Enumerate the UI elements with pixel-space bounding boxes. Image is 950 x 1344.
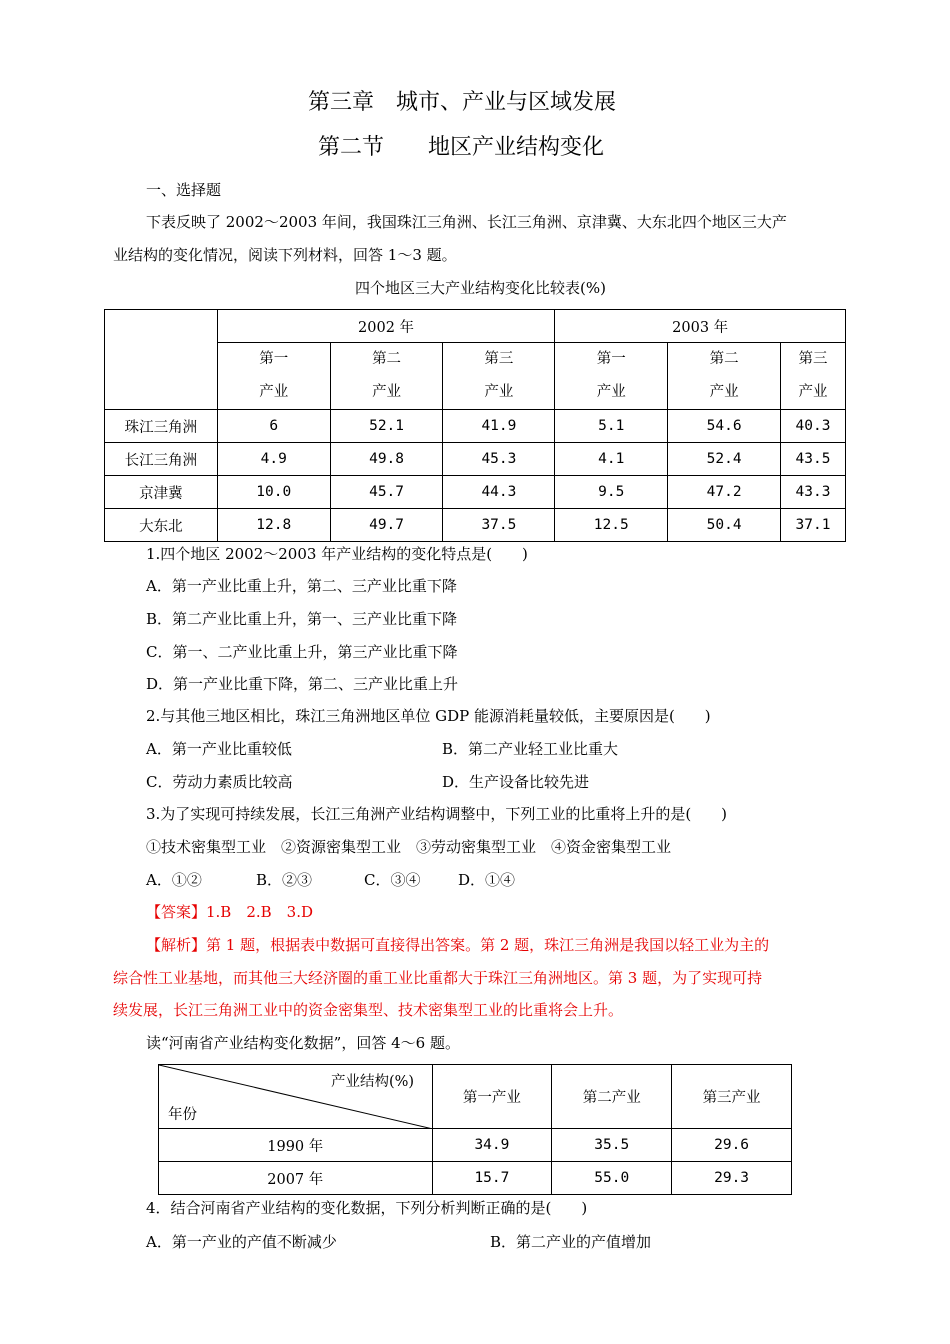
value-cell: 45.7	[330, 476, 443, 509]
value-cell: 35.5	[552, 1129, 672, 1162]
analysis-text-2: 综合性工业基地，而其他三大经济圈的重工业比重都大于珠江三角洲地区。第 3 题，为了实现可持	[113, 969, 763, 987]
value-cell: 34.9	[432, 1129, 552, 1162]
value-cell: 52.4	[668, 443, 781, 476]
henan-industry-table	[158, 1064, 792, 1195]
year-cell: 1990 年	[159, 1129, 433, 1162]
question-1-option-b: B．第二产业比重上升，第一、三产业比重下降	[146, 610, 458, 628]
value-cell: 44.3	[443, 476, 555, 509]
question-2-option-d: D．生产设备比较先进	[442, 773, 590, 791]
read-instruction: 读“河南省产业结构变化数据”，回答 4～6 题。	[146, 1034, 460, 1052]
value-cell: 29.6	[672, 1129, 792, 1162]
question-4-stem: 4．结合河南省产业结构的变化数据，下列分析判断正确的是( )	[146, 1199, 588, 1217]
question-1-stem: 1.四个地区 2002～2003 年产业结构的变化特点是( )	[146, 545, 528, 563]
corner-bottom-label: 年份	[168, 1107, 197, 1123]
value-cell: 54.6	[668, 410, 781, 443]
table-row	[105, 443, 846, 476]
chapter-title: 第三章 城市、产业与区域发展	[308, 90, 617, 115]
value-cell: 29.3	[672, 1162, 792, 1195]
value-cell: 41.9	[443, 410, 555, 443]
question-2-option-b: B．第二产业轻工业比重大	[442, 740, 619, 758]
question-4-option-a: A．第一产业的产值不断减少	[146, 1233, 337, 1251]
col-header: 第二产业	[552, 1065, 672, 1129]
part-heading: 一、选择题	[146, 181, 222, 199]
region-industry-table	[104, 309, 846, 542]
table1-corner	[105, 310, 218, 410]
region-cell: 珠江三角洲	[105, 410, 218, 443]
analysis-text-3: 续发展，长江三角洲工业中的资金密集型、技术密集型工业的比重将会上升。	[113, 1001, 624, 1019]
value-cell: 15.7	[432, 1162, 552, 1195]
col-header: 第三 产业	[781, 343, 846, 410]
table-row	[105, 509, 846, 542]
question-2-stem: 2.与其他三地区相比，珠江三角洲地区单位 GDP 能源消耗量较低，主要原因是( )	[146, 707, 711, 725]
value-cell: 49.7	[330, 509, 443, 542]
question-2-option-a: A．第一产业比重较低	[146, 740, 292, 758]
question-1-option-a: A．第一产业比重上升，第二、三产业比重下降	[146, 577, 457, 595]
col-header: 第三产业	[672, 1065, 792, 1129]
region-cell: 长江三角洲	[105, 443, 218, 476]
col-header: 第二 产业	[330, 343, 443, 410]
answer-key: 【答案】1.B 2.B 3.D	[146, 903, 314, 921]
question-3-option-d: D．①④	[458, 871, 516, 889]
value-cell: 37.5	[443, 509, 555, 542]
question-4-option-b: B．第二产业的产值增加	[490, 1233, 652, 1251]
value-cell: 6	[217, 410, 330, 443]
table-row	[159, 1129, 792, 1162]
value-cell: 4.1	[555, 443, 668, 476]
intro-text-2: 业结构的变化情况，阅读下列材料，回答 1～3 题。	[113, 246, 457, 264]
value-cell: 43.5	[781, 443, 846, 476]
year-2002-header: 2002 年	[217, 310, 555, 343]
question-2-option-c: C．劳动力素质比较高	[146, 773, 293, 791]
year-cell: 2007 年	[159, 1162, 433, 1195]
question-1-option-d: D．第一产业比重下降，第二、三产业比重上升	[146, 675, 459, 693]
question-3-option-a: A．①②	[146, 871, 202, 889]
question-3-items: ①技术密集型工业 ②资源密集型工业 ③劳动密集型工业 ④资金密集型工业	[146, 838, 672, 856]
value-cell: 50.4	[668, 509, 781, 542]
intro-text: 下表反映了 2002～2003 年间，我国珠江三角洲、长江三角洲、京津冀、大东北四个地区三大产	[146, 213, 787, 231]
table1-caption: 四个地区三大产业结构变化比较表(%)	[355, 279, 606, 297]
value-cell: 52.1	[330, 410, 443, 443]
question-3-option-b: B．②③	[256, 871, 313, 889]
value-cell: 4.9	[217, 443, 330, 476]
value-cell: 47.2	[668, 476, 781, 509]
question-1-option-c: C．第一、二产业比重上升，第三产业比重下降	[146, 643, 458, 661]
value-cell: 5.1	[555, 410, 668, 443]
diagonal-header-cell	[159, 1065, 433, 1129]
value-cell: 40.3	[781, 410, 846, 443]
value-cell: 12.5	[555, 509, 668, 542]
col-header: 第一产业	[432, 1065, 552, 1129]
value-cell: 49.8	[330, 443, 443, 476]
value-cell: 55.0	[552, 1162, 672, 1195]
corner-top-label: 产业结构(%)	[331, 1074, 415, 1090]
question-3-option-c: C．③④	[364, 871, 421, 889]
col-header: 第三 产业	[443, 343, 555, 410]
value-cell: 43.3	[781, 476, 846, 509]
table-row	[159, 1162, 792, 1195]
value-cell: 45.3	[443, 443, 555, 476]
value-cell: 10.0	[217, 476, 330, 509]
region-cell: 京津冀	[105, 476, 218, 509]
analysis-text: 【解析】第 1 题，根据表中数据可直接得出答案。第 2 题，珠江三角洲是我国以轻工业为主的	[146, 936, 770, 954]
col-header: 第一 产业	[217, 343, 330, 410]
year-2003-header: 2003 年	[555, 310, 846, 343]
value-cell: 9.5	[555, 476, 668, 509]
col-header: 第一 产业	[555, 343, 668, 410]
table-row	[105, 410, 846, 443]
region-cell: 大东北	[105, 509, 218, 542]
section-title: 第二节 地区产业结构变化	[318, 135, 605, 160]
value-cell: 37.1	[781, 509, 846, 542]
value-cell: 12.8	[217, 509, 330, 542]
col-header: 第二 产业	[668, 343, 781, 410]
table-row	[105, 476, 846, 509]
question-3-stem: 3.为了实现可持续发展，长江三角洲产业结构调整中，下列工业的比重将上升的是( )	[146, 805, 728, 823]
